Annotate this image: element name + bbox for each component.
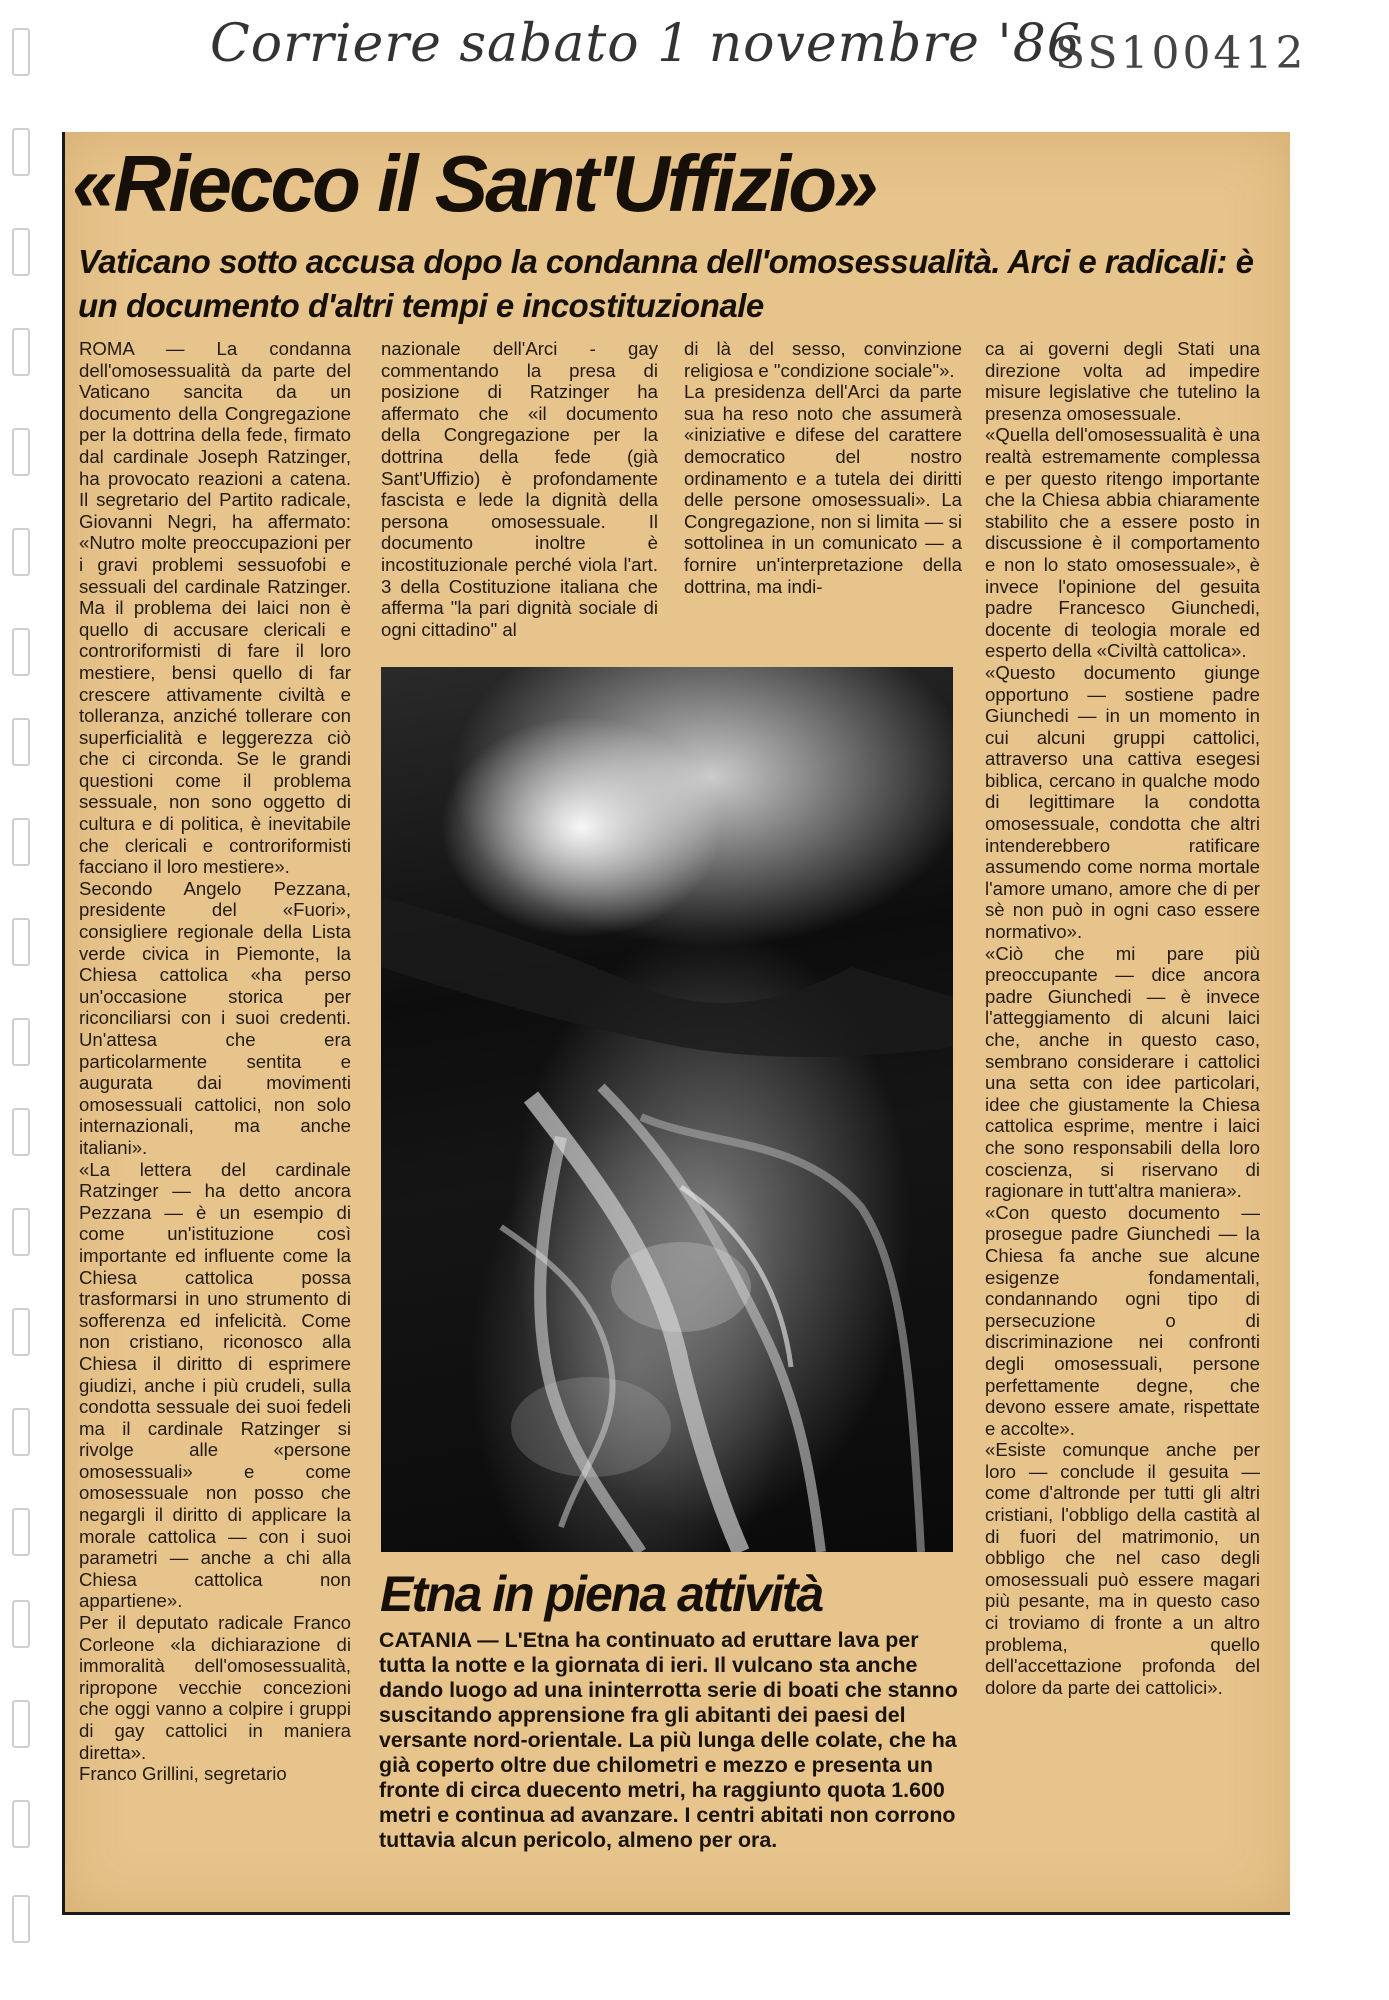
paragraph: «Con questo documento — prosegue padre Giunchedi — la Chiesa fa anche sue alcune esigenze fondamentali, condannando ogni tipo di persecuzione o di discriminazione nei confronti degli omosessuali, persone perfettamente degne, che devono essere amate, rispettate e accolte». [985,1201,1260,1439]
paragraph: nazionale dell'Arci - gay commentando la presa di posizione di Ratzinger ha affermato che «il documento della Congregazione per la dottrina della fede (già Sant'Uffizio) è profondamente fascista e lede la dignità della persona omosessuale. Il documento inoltre è incostituzionale perché viola l'art. 3 della Costituzione italiana che afferma "la pari dignità sociale di ogni cittadino" al [381,338,658,640]
paragraph: «Questo documento giunge opportuno — sostiene padre Giunchedi — in un momento in cui alcuni gruppi cattolici, attraverso una cattiva esegesi biblica, cercano in qualche modo di legittimare la condotta omosessuale, condotta che altri intenderebbero ratificare assumendo come norma mortale l'amore umano, amore che di per sè non può in ogni caso essere normativo». [985,661,1260,943]
handwritten-source-note: Corriere sabato 1 novembre '86 [210,14,1081,74]
punch-hole [12,328,30,376]
paragraph: Franco Grillini, segretario [79,1763,287,1785]
paragraph: «Ciò che mi pare più preoccupante — dice ancora padre Giunchedi — è invece l'atteggiamento di alcuni laici che, anche in questo caso, sembrano considerare i cattolici una setta con idee particolari, idee che giustamente la Chiesa cattolica esprime, mentre i laici che sono responsabili della loro coscienza, si riservano di ragionare in tutt'altra maniera». [985,942,1260,1202]
sidebar-headline: Etna in piena attività [380,1566,823,1622]
handwritten-archive-code: SS100412 [1055,28,1307,79]
paragraph: di là del sesso, convinzione religiosa e "condizione sociale"». [684,338,962,381]
binder-strip [0,0,40,2000]
paragraph: «La lettera del cardinale Ratzinger — ha detto ancora Pezzana — è un esempio di come un'istituzione così importante ed influente come la Chiesa cattolica possa trasformarsi in uno strumento di sofferenza ed infelicità. Come non cristiano, riconosco alla Chiesa il diritto di esprimere giudizi, anche i più crudeli, sulla condotta sessuale dei suoi fedeli ma il cardinale Ratzinger si rivolge alle «persone omosessuali» e come omosessuale non posso che negargli il diritto di applicare la morale cattolica — con i suoi parametri — anche a chi alla Chiesa cattolica non appartiene». [79,1158,351,1612]
paragraph: La presidenza dell'Arci da parte sua ha reso noto che assumerà «iniziative e difese del carattere democratico del nostro ordinamento e a tutela dei diritti delle persone omosessuali». La Congregazione, non si limita — si sottolinea in un comunicato — a fornire un'interpretazione della dottrina, ma indi- [684,381,962,597]
punch-hole [12,1600,30,1648]
punch-hole [12,1308,30,1356]
article-column-2 [381,338,658,648]
punch-hole [12,1018,30,1066]
punch-hole [12,818,30,866]
punch-hole [12,28,30,76]
paragraph: Secondo Angelo Pezzana, presidente del «Fuori», consigliere regionale della Lista verde civica in Piemonte, la Chiesa cattolica «ha perso un'occasione storica per riconciliarsi con i suoi credenti. Un'attesa che era particolarmente sentita e augurata dai movimenti omosessuali cattolici, non solo internazionali, ma anche italiani». [79,877,351,1158]
punch-hole [12,128,30,176]
punch-hole [12,718,30,766]
punch-hole [12,918,30,966]
paragraph: ca ai governi degli Stati una direzione volta ad impedire misure legislative che tutelino la presenza omosessuale. [985,338,1260,424]
punch-hole [12,1408,30,1456]
article-subheadline: Vaticano sotto accusa dopo la condanna dell'omosessualità. Arci e radicali: è un documento d'altri tempi e incostituzionale [78,243,1254,324]
clipping-border-bottom [62,1912,1290,1915]
sidebar-body [379,1628,961,1853]
punch-hole [12,428,30,476]
paragraph: «Quella dell'omosessualità è una realtà estremamente complessa e per questo ritengo importante che la Chiesa abbia chiaramente stabilito che a essere posto in discussione è il comportamento e non lo stato omosessuale», è invece l'opinione del gesuita padre Francesco Giunchedi, docente di teologia morale ed esperto della «Civiltà cattolica». [985,424,1260,662]
paragraph: ROMA — La condanna dell'omosessualità da parte del Vaticano sancita da un documento della Congregazione per la dottrina della fede, firmato dal cardinale Joseph Ratzinger, ha provocato reazioni a catena. Il segretario del Partito radicale, Giovanni Negri, ha affermato: «Nutro molte preoccupazioni per i gravi problemi sessuofobi e sessuali del cardinale Ratzinger. Ma il problema dei laici non è quello di accusare clericali e controriformisti di fare il loro mestiere, bensi quello di far crescere attivamente civiltà e tolleranza, anziché tollerare con superficialità e leggerezza ciò che ci circonda. Se le grandi questioni come il problema sessuale, non sono oggetto di cultura e di politica, è inevitabile che clericali e controriformisti facciano il loro mestiere». [79,338,351,878]
paragraph: Per il deputato radicale Franco Corleone «la dichiarazione di immoralità dell'omosessualità, ripropone vecchie concezioni che oggi vanno a colpire i gruppi di gay cattolici in maniera diretta». [79,1612,351,1763]
article-column-3 [684,338,962,648]
punch-hole [12,1508,30,1556]
punch-hole [12,1800,30,1848]
article-column-1 [79,338,351,1883]
article-headline: «Riecco il Sant'Uffizio» [72,139,876,228]
paragraph: «Esiste comunque anche per loro — conclude il gesuita — come d'altronde per tutti gli altri cristiani, l'obbligo della castità al di fuori del matrimonio, un obbligo che nel caso degli omosessuali può essere magari più pesante, ma in questo caso ci troviamo di fronte a un altro problema, quello dell'accettazione profonda del dolore da parte dei cattolici». [985,1439,1260,1698]
punch-hole [12,1700,30,1748]
etna-eruption-photo [381,667,953,1552]
sidebar-text: L'Etna ha continuato ad eruttare lava per tutta la notte e la giornata di ieri. Il vulcano sta anche dando luogo ad una ininterrotta serie di boati che stanno suscitando apprensione fra gli abitanti dei paesi del versante nord-orientale. La più lunga delle colate, che ha già coperto oltre due chilometri e mezzo e presenta un fronte di circa duecento metri, ha raggiunto quota 1.600 metri e continua ad avanzare. I centri abitati non corrono tuttavia alcun pericolo, almeno per ora. [379,1628,958,1852]
punch-hole [12,1208,30,1256]
punch-hole [12,1895,30,1943]
sidebar-dateline: CATANIA — [379,1628,505,1652]
punch-hole [12,1108,30,1156]
lava-flow-illustration [381,667,953,1552]
clipping-border-left [62,132,65,1914]
punch-hole [12,628,30,676]
article-column-4 [985,338,1260,1883]
punch-hole [12,528,30,576]
punch-hole [12,228,30,276]
